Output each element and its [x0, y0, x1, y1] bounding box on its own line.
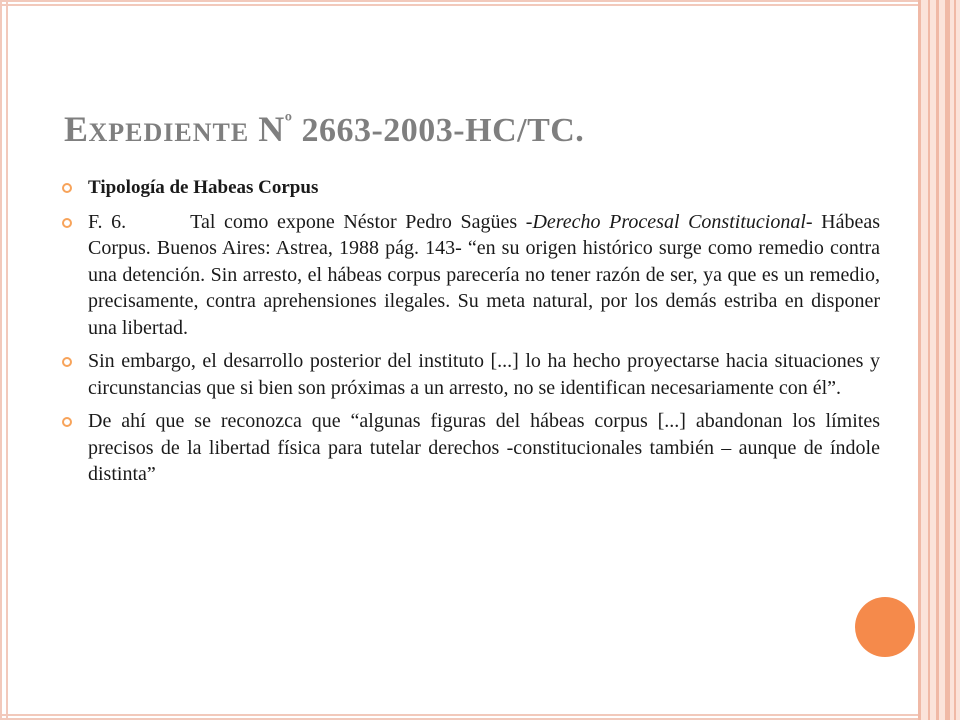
stripe [936, 0, 939, 720]
title-first-letter: E [64, 109, 89, 149]
slide-frame-left [0, 0, 8, 720]
bullet-text: De ahí que se reconozca que “algunas figuras del hábeas corpus [...] abandonan los límites precisos de la libertad física para tutelar derechos -constitucionales también – aunque de índole distinta” [88, 410, 880, 485]
bullet-text: Tal como expone Néstor Pedro Sagües - [190, 210, 533, 233]
slide-frame-bottom [0, 714, 920, 720]
title-small-caps: XPEDIENTE [88, 118, 250, 147]
bullet-text: Sin embargo, el desarrollo posterior del instituto [...] lo ha hecho proyectarse hacia situaciones y circunstancias que si bien son próximas a un arresto, no se identifican necesariamente con él”. [88, 350, 880, 399]
stripe [945, 0, 950, 720]
bullet-item [62, 348, 880, 401]
stripe [918, 0, 921, 720]
decorative-circle [855, 597, 915, 657]
slide-title [64, 100, 904, 155]
slide-content [62, 174, 880, 495]
bullet-text: - Hábeas Corpus. Buenos Aires: Astrea, 1988 pág. 143- “en su origen histórico surge como remedio contra una detención. Sin arresto, el hábeas corpus parecería no tener razón de ser, ya que es un remedio, precisamente, contra aprehensiones ilegales. Su meta natural, por los demás estriba en disponer una libertad. [88, 210, 880, 339]
bullet-lead: F. 6. [88, 210, 127, 233]
title-number: 2663-2003-HC/TC. [301, 112, 585, 149]
slide-frame-top [0, 0, 920, 6]
bullet-item [62, 174, 880, 202]
bullet-heading: Tipología de Habeas Corpus [88, 177, 319, 198]
bullet-icon [62, 218, 72, 228]
stripe [954, 0, 956, 720]
decorative-stripes [918, 0, 960, 720]
bullet-italic-text: Derecho Procesal Constitucional [532, 210, 806, 233]
title-degree: º [284, 109, 293, 134]
bullet-item [62, 209, 880, 342]
bullet-icon [62, 357, 72, 367]
bullet-icon [62, 417, 72, 427]
bullet-item [62, 408, 880, 488]
bullet-icon [62, 183, 72, 193]
title-n-letter: N [258, 109, 285, 149]
stripe [928, 0, 930, 720]
